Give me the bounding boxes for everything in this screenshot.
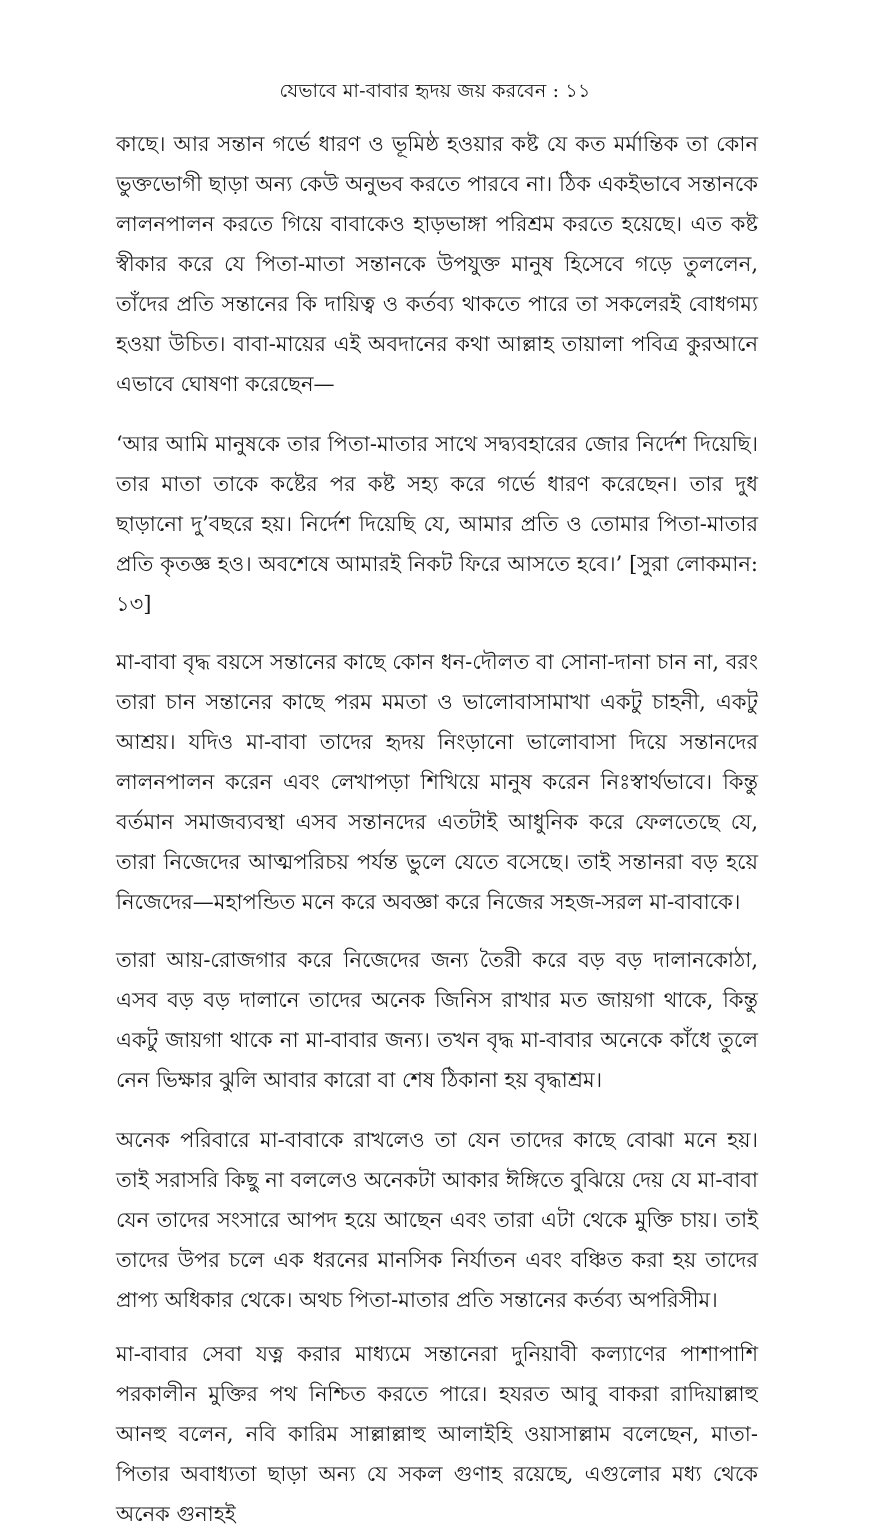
paragraph-parents-sacrifice: কাছে। আর সন্তান গর্ভে ধারণ ও ভূমিষ্ঠ হওয়ার কষ্ট যে কত মর্মান্তিক তা কোন ভুক্তভোগী ছাড়া অন্য কেউ অনুভব করতে পারবে না। ঠিক একইভাবে সন্তানকে লালনপালন করতে গিয়ে বাবাকেও হাড়ভাঙ্গা পরিশ্রম করতে হয়েছে। এত কষ্ট স্বীকার করে যে পিতা-মাতা সন্তানকে উপযুক্ত মানুষ হিসেবে গড়ে তুললেন, তাঁদের প্রতি সন্তানের কি দায়িত্ব ও কর্তব্য থাকতে পারে তা সকলেরই বোধগম্য হওয়া উচিত। বাবা-মায়ের এই অবদানের কথা আল্লাহ তায়ালা পবিত্র কুরআনে এভাবে ঘোষণা করেছেন— <box>116 132 758 396</box>
paragraph-service-reward: মা-বাবার সেবা যত্ন করার মাধ্যমে সন্তানেরা দুনিয়াবী কল্যাণের পাশাপাশি পরকালীন মুক্তির পথ নিশ্চিত করতে পারে। হযরত আবু বাকরা রাদিয়াল্লাহু আনহু বলেন, নবি কারিম সাল্লাল্লাহু আলাইহি ওয়াসাল্লাম বলেছেন, মাতা-পিতার অবাধ্যতা ছাড়া অন্য যে সকল গুণাহ রয়েছে, এগুলোর মধ্য থেকে অনেক গুনাহই <box>116 1342 758 1526</box>
quran-quote-paragraph: ‘আর আমি মানুষকে তার পিতা-মাতার সাথে সদ্ব্যবহারের জোর নির্দেশ দিয়েছি। তার মাতা তাকে কষ্টের পর কষ্ট সহ্য করে গর্ভে ধারণ করেছেন। তার দুধ ছাড়ানো দু’বছরে হয়। নির্দেশ দিয়েছি যে, আমার প্রতি ও তোমার পিতা-মাতার প্রতি কৃতজ্ঞ হও। অবশেষে আমারই নিকট ফিরে আসতে হবে।’ [সুরা লোকমান: ১৩] <box>116 432 759 616</box>
body-text <box>116 124 758 1534</box>
running-header: যেভাবে মা-বাবার হৃদয় জয় করবেন : ১১ <box>279 80 591 102</box>
paragraph-old-age-expectations: মা-বাবা বৃদ্ধ বয়সে সন্তানের কাছে কোন ধন-দৌলত বা সোনা-দানা চান না, বরং তারা চান সন্তানের কাছে পরম মমতা ও ভালোবাসামাখা একটু চাহনী, একটু আশ্রয়। যদিও মা-বাবা তাদের হৃদয় নিংড়ানো ভালোবাসা দিয়ে সন্তানদের লালনপালন করেন এবং লেখাপড়া শিখিয়ে মানুষ করেন নিঃস্বার্থভাবে। কিন্তু বর্তমান সমাজব্যবস্থা এসব সন্তানদের এতটাই আধুনিক করে ফেলতেছে যে, তারা নিজেদের আত্মপরিচয় পর্যন্ত ভুলে যেতে বসেছে। তাই সন্তানরা বড় হয়ে নিজেদের—মহাপন্ডিত মনে করে অবজ্ঞা করে নিজের সহজ-সরল মা-বাবাকে। <box>116 650 758 914</box>
paragraph-family-burden: অনেক পরিবারে মা-বাবাকে রাখলেও তা যেন তাদের কাছে বোঝা মনে হয়। তাই সরাসরি কিছু না বললেও অনেকটা আকার ঈঙ্গিতে বুঝিয়ে দেয় যে মা-বাবা যেন তাদের সংসারে আপদ হয়ে আছেন এবং তারা এটা থেকে মুক্তি চায়। তাই তাদের উপর চলে এক ধরনের মানসিক নির্যাতন এবং বঞ্চিত করা হয় তাদের প্রাপ্য অধিকার থেকে। অথচ পিতা-মাতার প্রতি সন্তানের কর্তব্য অপরিসীম। <box>116 1128 758 1312</box>
paragraph-old-age-home: তারা আয়-রোজগার করে নিজেদের জন্য তৈরী করে বড় বড় দালানকোঠা, এসব বড় বড় দালানে তাদের অনেক জিনিস রাখার মত জায়গা থাকে, কিন্তু একটু জায়গা থাকে না মা-বাবার জন্য। তখন বৃদ্ধ মা-বাবার অনেকে কাঁধে তুলে নেন ভিক্ষার ঝুলি আবার কারো বা শেষ ঠিকানা হয় বৃদ্ধাশ্রম। <box>116 948 758 1092</box>
